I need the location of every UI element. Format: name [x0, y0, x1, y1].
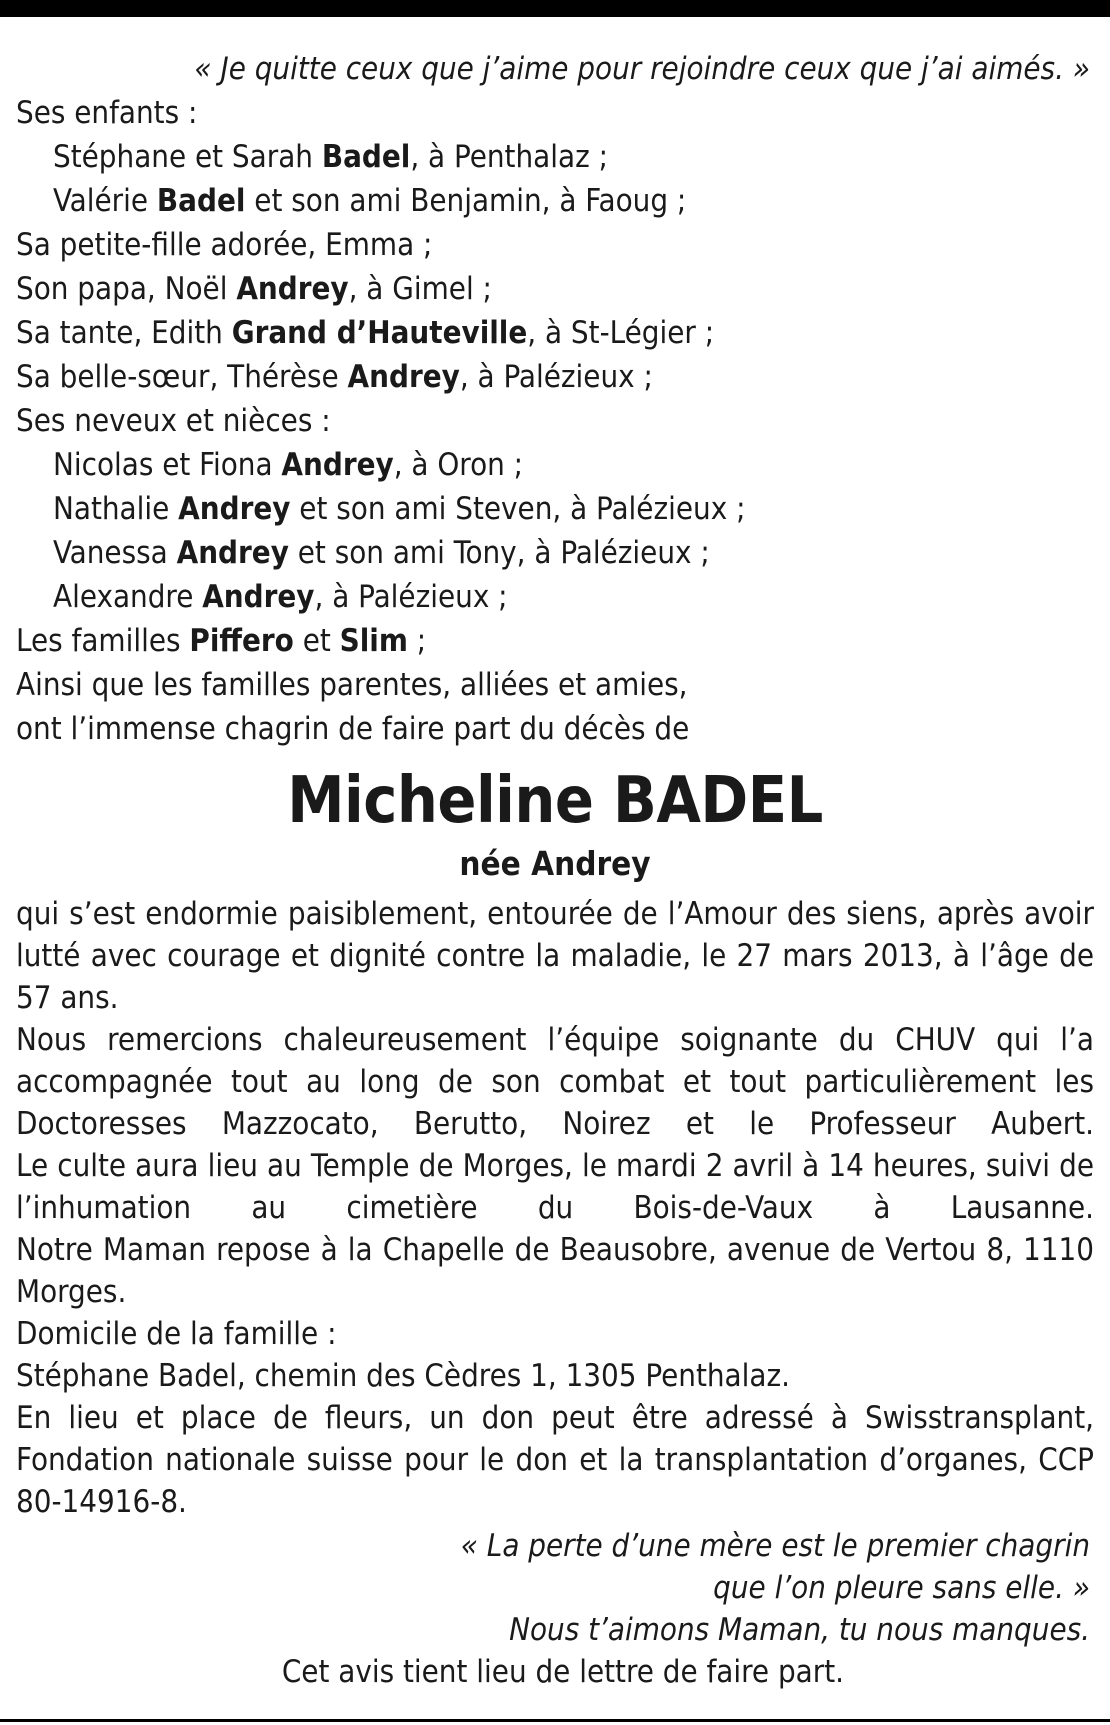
closing-block — [16, 1525, 1094, 1693]
epigraph-quote: « Je quitte ceux que j’aime pour rejoindre ceux que j’ai aimés. » — [194, 51, 1090, 87]
nephew-entry: Vanessa Andrey et son ami Tony, à Palézieux ; — [53, 535, 710, 571]
child-entry: Stéphane et Sarah Badel, à Penthalaz ; — [53, 139, 608, 175]
nephews-header: Ses neveux et nièces : — [16, 403, 331, 439]
announcement-line: ont l’immense chagrin de faire part du décès de — [16, 711, 690, 747]
granddaughter-entry: Sa petite-fille adorée, Emma ; — [16, 227, 433, 263]
thanks-paragraph: Nous remercions chaleureusement l’équipe soignante du CHUV qui l’a accompagnée tout au long de son combat et tout particulièrement les Doctoresses Mazzocato, Berutto, Noirez et le Professeur Aubert. — [16, 1022, 1094, 1142]
notice-body — [16, 893, 1094, 1523]
notice-footer: Cet avis tient lieu de lettre de faire part. — [281, 1654, 844, 1690]
nephew-entry: Nathalie Andrey et son ami Steven, à Palézieux ; — [53, 491, 746, 527]
sister-in-law-entry: Sa belle-sœur, Thérèse Andrey, à Palézieux ; — [16, 359, 653, 395]
service-paragraph: Le culte aura lieu au Temple de Morges, le mardi 2 avril à 14 heures, suivi de l’inhumation au cimetière du Bois-de-Vaux à Lausanne. — [16, 1148, 1094, 1226]
deceased-name: Micheline BADEL — [287, 764, 823, 838]
deceased-heading — [16, 761, 1094, 887]
domicile-address: Stéphane Badel, chemin des Cèdres 1, 1305 Penthalaz. — [16, 1358, 790, 1394]
bottom-border-line — [0, 1719, 1110, 1722]
nephew-entry: Nicolas et Fiona Andrey, à Oron ; — [53, 447, 524, 483]
nephew-entry: Alexandre Andrey, à Palézieux ; — [53, 579, 508, 615]
families-entry: Les familles Piffero et Slim ; — [16, 623, 427, 659]
closing-quote-line: que l’on pleure sans elle. » — [713, 1570, 1090, 1606]
closing-quote-line: « La perte d’une mère est le premier chagrin — [460, 1528, 1090, 1564]
family-list — [16, 91, 1094, 751]
domicile-header: Domicile de la famille : — [16, 1316, 337, 1352]
father-entry: Son papa, Noël Andrey, à Gimel ; — [16, 271, 492, 307]
rest-paragraph: Notre Maman repose à la Chapelle de Beausobre, avenue de Vertou 8, 1110 Morges. — [16, 1232, 1094, 1310]
love-line: Nous t’aimons Maman, tu nous manques. — [509, 1612, 1090, 1648]
children-header: Ses enfants : — [16, 95, 198, 131]
passing-paragraph: qui s’est endormie paisiblement, entourée de l’Amour des siens, après avoir lutté avec courage et dignité contre la maladie, le 27 mars 2013, à l’âge de 57 ans. — [16, 896, 1094, 1016]
top-border-bar — [0, 0, 1110, 17]
relatives-line: Ainsi que les familles parentes, alliées et amies, — [16, 667, 688, 703]
death-notice — [16, 47, 1094, 1693]
child-entry: Valérie Badel et son ami Benjamin, à Faoug ; — [53, 183, 687, 219]
maiden-name: née Andrey — [459, 844, 651, 883]
donation-paragraph: En lieu et place de fleurs, un don peut être adressé à Swisstransplant, Fondation nationale suisse pour le don et la transplantation d’organes, CCP 80-14916-8. — [16, 1400, 1094, 1520]
aunt-entry: Sa tante, Edith Grand d’Hauteville, à St-Légier ; — [16, 315, 715, 351]
